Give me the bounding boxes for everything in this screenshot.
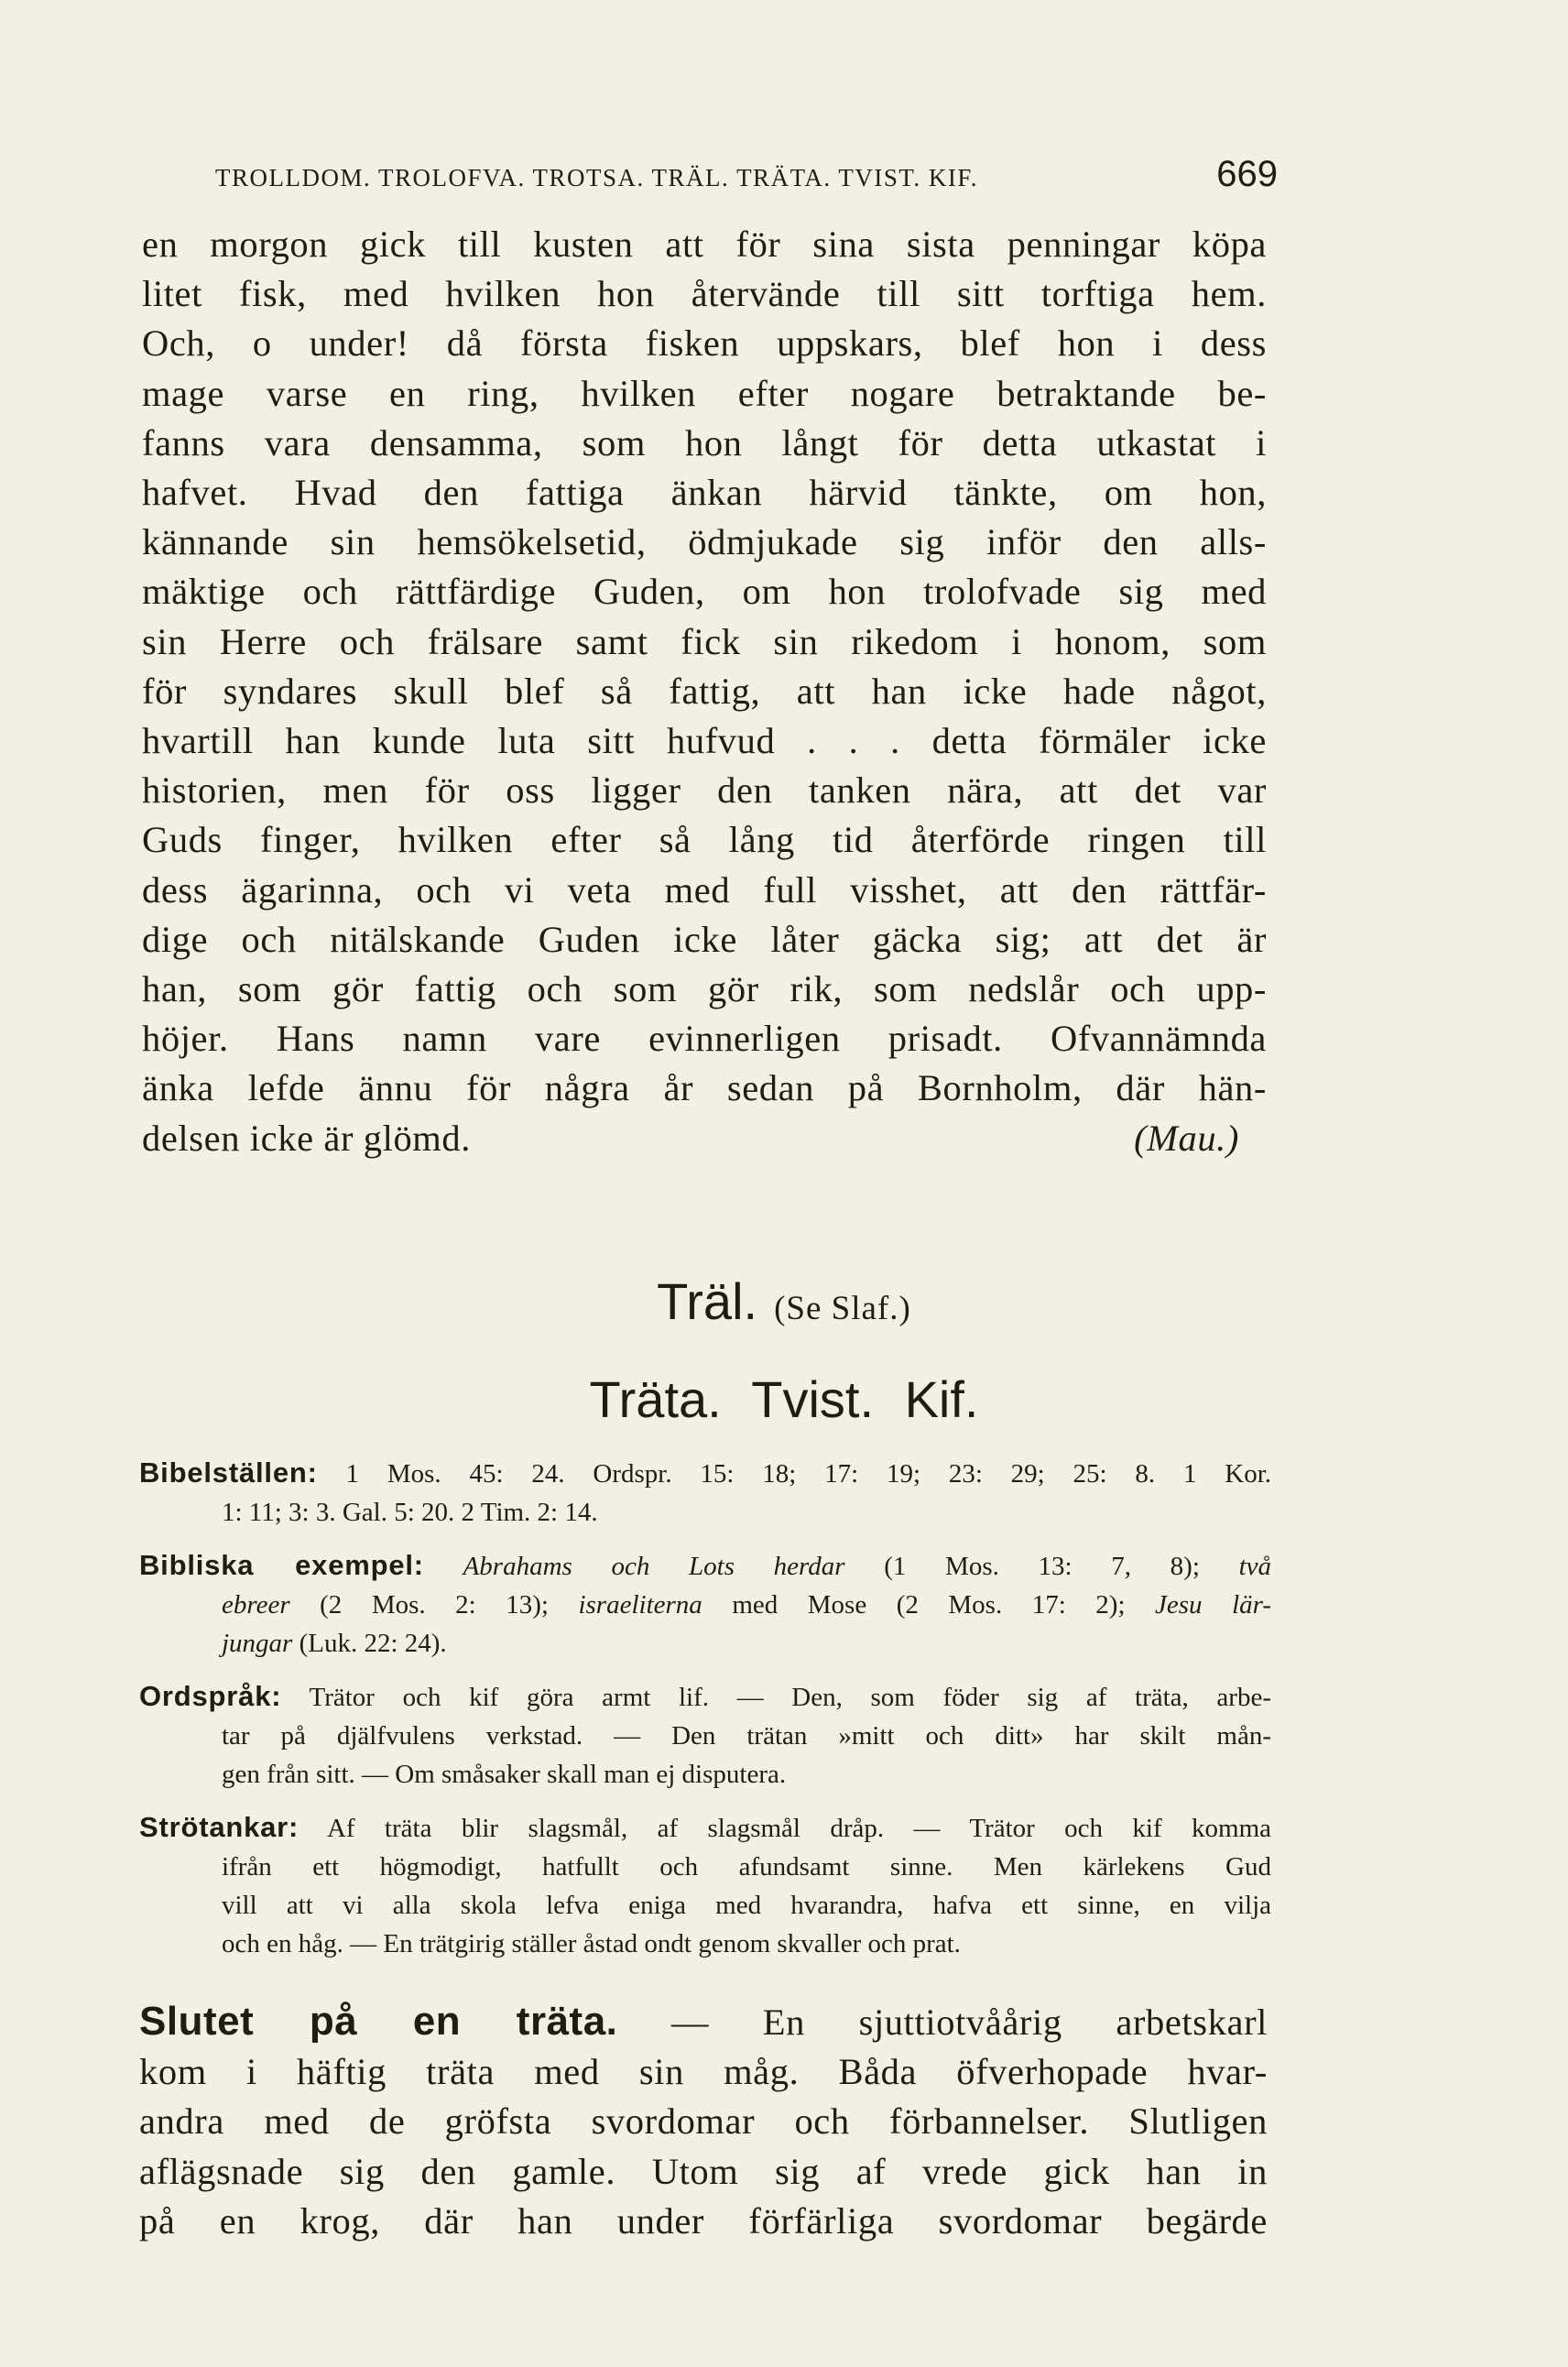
- body-paragraph: [142, 220, 1267, 1163]
- ref-text-italic: Abrahams och Lots herdar: [463, 1552, 845, 1581]
- text-line: andra med de gröfsta svordomar och förbannelser. Slutligen: [139, 2100, 1268, 2143]
- text-line: fanns vara densamma, som hon långt för detta utkastat i: [142, 421, 1267, 464]
- ref-text: med Mose (2 Mos. 17: 2);: [732, 1590, 1126, 1620]
- text-line: dige och nitälskande Guden icke låter gäcka sig; att det är: [142, 918, 1267, 960]
- ref-text-italic: ebreer: [222, 1590, 290, 1620]
- text-line: Och, o under! då första fisken uppskars, blef hon i dess: [142, 322, 1267, 365]
- text-line: mäktige och rättfärdige Guden, om hon trolofvade sig med: [142, 571, 1267, 613]
- text-line: Guds finger, hvilken efter så lång tid återförde ringen till: [142, 819, 1267, 861]
- ref-text: gen från sitt. — Om småsaker skall man ej disputera.: [222, 1760, 787, 1789]
- ref-text: 1 Mos. 45: 24. Ordspr. 15: 18; 17: 19; 23: 29; 25: 8. 1 Kor.: [345, 1459, 1271, 1489]
- text-line: dess ägarinna, och vi veta med full visshet, att den rättfär-: [142, 868, 1267, 911]
- text-line: änka lefde ännu för några år sedan på Bornholm, där hän-: [142, 1067, 1267, 1109]
- ref-text-italic: två: [1238, 1552, 1272, 1581]
- ref-strotankar: [139, 1808, 1271, 1963]
- ref-text: (2 Mos. 2: 13);: [320, 1590, 549, 1620]
- text-line: hvartill han kunde luta sitt hufvud . . . detta förmäler icke: [142, 720, 1267, 762]
- ref-text-italic: jungar: [222, 1629, 293, 1658]
- text-line: höjer. Hans namn vare evinnerligen prisadt. Ofvannämnda: [142, 1018, 1267, 1060]
- ref-text: Trätor och kif göra armt lif. — Den, som föder sig af träta, arbe-: [309, 1683, 1271, 1712]
- page-number: 669: [1216, 154, 1278, 194]
- source-signature: (Mau.): [1134, 1117, 1239, 1159]
- ref-text-italic: Jesu lär-: [1155, 1590, 1271, 1620]
- ref-label: Bibliska exempel:: [139, 1549, 424, 1581]
- ref-text: Af träta blir slagsmål, af slagsmål dråp. — Trätor och kif komma: [326, 1814, 1271, 1843]
- text-line: sin Herre och frälsare samt fick sin rikedom i honom, som: [142, 620, 1267, 662]
- last-line-text: delsen icke är glömd.: [142, 1117, 471, 1159]
- text-line: för syndares skull blef så fattig, att han icke hade något,: [142, 670, 1267, 712]
- anecdote-title: Slutet på en träta.: [139, 1999, 618, 2044]
- ref-bibliska-exempel: [139, 1546, 1271, 1663]
- ref-text: 1: 11; 3: 3. Gal. 5: 20. 2 Tim. 2: 14.: [222, 1498, 598, 1527]
- anecdote-paragraph: [139, 1997, 1268, 2246]
- text-line: kännande sin hemsökelsetid, ödmjukade sig inför den alls-: [142, 521, 1267, 563]
- text-line: litet fisk, med hvilken hon återvände till sitt torftiga hem.: [142, 273, 1267, 315]
- heading-see-reference: (Se Slaf.): [774, 1290, 911, 1327]
- text-line: aflägsnade sig den gamle. Utom sig af vrede gick han in: [139, 2150, 1268, 2192]
- text-line: kom i häftig träta med sin måg. Båda öfverhopade hvar-: [139, 2051, 1268, 2093]
- ref-text: (1 Mos. 13: 7, 8);: [884, 1552, 1200, 1581]
- ref-text: ifrån ett högmodigt, hatfullt och afundsamt sinne. Men kärlekens Gud: [222, 1852, 1271, 1882]
- text-line: — En sjuttiotvåårig arbetskarl: [671, 2002, 1269, 2043]
- heading-tral-text: Träl.: [657, 1272, 758, 1330]
- section-heading-tral: [0, 1271, 1568, 1331]
- ref-text: (Luk. 22: 24).: [299, 1629, 447, 1658]
- text-line: hafvet. Hvad den fattiga änkan härvid tänkte, om hon,: [142, 472, 1267, 514]
- ref-text: och en håg. — En trätgirig ställer åstad ondt genom skvaller och prat.: [222, 1929, 961, 1958]
- running-header: [215, 154, 1278, 195]
- running-title: TROLLDOM. TROLOFVA. TROTSA. TRÄL. TRÄTA. TVIST. KIF.: [215, 164, 978, 191]
- ref-ordsprak: [139, 1677, 1271, 1794]
- section-heading-trata: Träta. Tvist. Kif.: [589, 1370, 979, 1428]
- ref-label: Ordspråk:: [139, 1680, 282, 1712]
- text-line-last: [142, 1114, 1267, 1163]
- ref-label: Strötankar:: [139, 1811, 299, 1843]
- ref-bibelstallen: [139, 1454, 1271, 1532]
- ref-label: Bibelställen:: [139, 1456, 318, 1489]
- text-line: en morgon gick till kusten att för sina sista penningar köpa: [142, 224, 1267, 265]
- ref-text-italic: israeliterna: [578, 1590, 702, 1620]
- text-line: mage varse en ring, hvilken efter nogare betraktande be-: [142, 372, 1267, 414]
- text-line: historien, men för oss ligger den tanken nära, att det var: [142, 769, 1267, 812]
- text-line: på en krog, där han under förfärliga svordomar begärde: [139, 2199, 1268, 2242]
- text-line: han, som gör fattig och som gör rik, som nedslår och upp-: [142, 968, 1267, 1010]
- ref-text: vill att vi alla skola lefva eniga med hvarandra, hafva ett sinne, en vilja: [222, 1891, 1271, 1920]
- references-block: [139, 1454, 1271, 1978]
- ref-text: tar på djälfvulens verkstad. — Den trätan »mitt och ditt» har skilt mån-: [222, 1721, 1271, 1751]
